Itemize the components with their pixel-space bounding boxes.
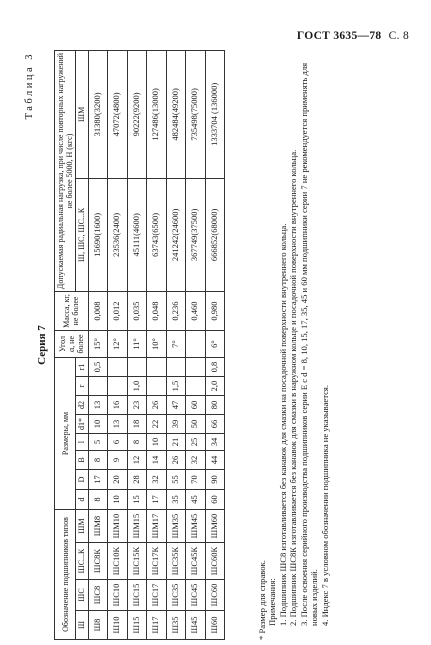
rotated-inner [24,50,409,640]
table-cell: 55 [166,470,186,490]
table-cell: 16 [108,396,128,415]
table-cell: 127486(13000) [147,51,167,179]
table-cell [108,377,128,396]
table-cell: 6 [108,434,128,451]
table-cell [147,377,167,396]
table-cell [88,377,108,396]
table-cell: 367749(37500) [186,178,206,291]
table-cell: 0,035 [127,292,147,331]
table-cell: 90222(9200) [127,51,147,179]
table-cell: 8 [88,490,108,510]
table-cell: ШС60К [205,543,225,580]
table-cell: 1,5 [166,377,186,396]
th-mass: Масса, кг, не более [55,292,89,331]
table-cell [186,331,206,358]
rotated-content [24,50,431,640]
table-cell: 0,008 [88,292,108,331]
table-cell: 0,012 [108,292,128,331]
table-cell: 13 [88,396,108,415]
table-cell: 50 [186,415,206,434]
table-cell: ШМ10 [108,510,128,543]
note-3: 3. После освоения серийного производства подшипников серии Е с d = 8, 10, 15, 17, 35, 45 и 60 мм подшипники серии 7 не рекомендуется применять для новых изделий. [298,62,320,626]
table-cell: 12 [127,451,147,470]
table-cell: ШС15 [127,580,147,611]
table-cell: 17 [88,470,108,490]
th-col-5: D [76,470,88,490]
series-caption: Серия 7 [36,325,48,365]
table-cell: 0,236 [166,292,186,331]
th-col-8: d1* [76,415,88,434]
table-cell: 8 [127,434,147,451]
table-cell: 15 [127,490,147,510]
table-row [108,51,128,640]
table-cell [186,377,206,396]
table-cell: 6° [205,331,225,358]
notes-title: Примечания: [267,578,278,626]
table-cell: 70 [186,470,206,490]
table-cell: ШС45 [186,580,206,611]
table-cell: 735498(75000) [186,51,206,179]
table-cell: 9 [108,451,128,470]
table-cell [108,358,128,377]
table-cell: ШС15К [127,543,147,580]
table-cell: 90 [205,470,225,490]
table-cell: 7° [166,331,186,358]
page-header [297,30,409,42]
table-cell: 25 [186,434,206,451]
table-cell: 35 [166,490,186,510]
table-cell: 10 [108,490,128,510]
th-load-col-1: ШМ [76,51,88,179]
table-cell: 26 [147,396,167,415]
table-cell: ШМ45 [186,510,206,543]
table-row [166,51,186,640]
table-cell [147,358,167,377]
notes-block [257,50,330,640]
table-cell: ШМ15 [127,510,147,543]
table-cell: ШС60 [205,580,225,611]
page-number: С. 8 [388,30,409,42]
th-load-col-0: Ш, ШС, ШС...К [76,178,88,291]
th-col-3: ШМ [76,510,88,543]
table-cell: 22 [147,415,167,434]
table-cell: Ш10 [108,611,128,640]
table-cell: 80 [205,396,225,415]
table-cell: 47072(4800) [108,51,128,179]
th-col-4: d [76,490,88,510]
table-cell: 60 [186,396,206,415]
table-cell: Ш8 [88,611,108,640]
table-cell: Ш17 [147,611,167,640]
gost-number: ГОСТ 3635—78 [296,30,382,42]
table-cell: ШС35К [166,543,186,580]
table-cell: 17 [147,490,167,510]
note-4: 4. Индекс 7 в условном обозначении подшипника не указывается. [319,384,330,626]
th-col-2: ШС...К [76,543,88,580]
table-cell: 10 [88,415,108,434]
table-cell: 5 [88,434,108,451]
note-2: 2. Подшипник ШС8К изготавливается без канавок для смазки в наружном кольце и посадочной поверхности внутреннего кольца. [288,149,299,626]
table-cell: 11° [127,331,147,358]
table-row [186,51,206,640]
table-cell: 0,8 [205,358,225,377]
table-cell: 21 [166,434,186,451]
table-cell: 666852(68000) [205,178,225,291]
table-cell: 44 [205,451,225,470]
table-cell: ШС8К [88,543,108,580]
th-col-6: B [76,451,88,470]
table-cell: 10° [147,331,167,358]
table-cell: 23 [127,396,147,415]
th-col-1: ШС [76,580,88,611]
table-cell: ШМ8 [88,510,108,543]
table-cell: ШМ35 [166,510,186,543]
table-cell: Ш60 [205,611,225,640]
table-cell: 45111(4600) [127,178,147,291]
table-cell: 45 [186,490,206,510]
table-cell: 14 [147,451,167,470]
table-cell: 0,460 [186,292,206,331]
table-cell: 1,0 [127,377,147,396]
th-col-0: Ш [76,611,88,640]
th-load: Допускаемая радиальная нагрузка, при числе повторных нагружений не более 5000, Н (кгс) [55,51,76,292]
table-cell: 66 [205,415,225,434]
table-cell: 28 [127,470,147,490]
th-col-7: l [76,434,88,451]
th-col-9: d2 [76,396,88,415]
table-cell: 0,980 [205,292,225,331]
table-cell: ШС8 [88,580,108,611]
table-cell: 10 [147,434,167,451]
th-col-11: r1 [76,358,88,377]
table-row [147,51,167,640]
table-cell: 39 [166,415,186,434]
table-cell: ШС10 [108,580,128,611]
table-cell: 2,0 [205,377,225,396]
table-cell: 0,048 [147,292,167,331]
table-row [205,51,225,640]
table-cell: 15° [88,331,108,358]
table-cell: 47 [166,396,186,415]
table-cell [166,358,186,377]
table-cell: Ш45 [186,611,206,640]
table-cell: 0,5 [88,358,108,377]
table-cell: 26 [166,451,186,470]
table-cell: 482484(49200) [166,51,186,179]
table-cell: 63743(6500) [147,178,167,291]
table-cell: 15690(1600) [88,178,108,291]
table-cell: 34 [205,434,225,451]
table-cell [127,358,147,377]
table-cell: ШС45К [186,543,206,580]
table-cell: Ш15 [127,611,147,640]
table-cell: 241242(24600) [166,178,186,291]
table-cell: 60 [205,490,225,510]
table-cell: 8 [88,451,108,470]
table-cell: ШС35 [166,580,186,611]
table-row [127,51,147,640]
table-cell: 32 [147,470,167,490]
table-cell: Ш35 [166,611,186,640]
table-cell: ШС17 [147,580,167,611]
table-cell: 18 [127,415,147,434]
table-cell: 31380(3200) [88,51,108,179]
th-designation: Обозначение подшипников типов [55,510,76,640]
th-dimensions: Размеры, мм [55,358,76,510]
table-caption: Таблица 3 [24,52,35,120]
table-cell: ШС17К [147,543,167,580]
table-cell: 20 [108,470,128,490]
table-cell: ШМ17 [147,510,167,543]
table-row [88,51,108,640]
table-cell: 32 [186,451,206,470]
table-cell: 13 [108,415,128,434]
note-1: 1. Подшипник ШС8 изготавливается без канавок для смазки на посадочной поверхности внутреннего кольца. [277,223,288,626]
table-cell: ШС10К [108,543,128,580]
table-cell: 1333704 (136000) [205,51,225,179]
table-cell [186,358,206,377]
table-cell: ШМ60 [205,510,225,543]
table-cell: 12° [108,331,128,358]
table-cell: 23536(2400) [108,178,128,291]
bearing-table [54,50,225,640]
footnote: * Размер для справок. [257,560,267,640]
th-angle: Угол α, не более [55,331,89,358]
th-col-10: r [76,377,88,396]
